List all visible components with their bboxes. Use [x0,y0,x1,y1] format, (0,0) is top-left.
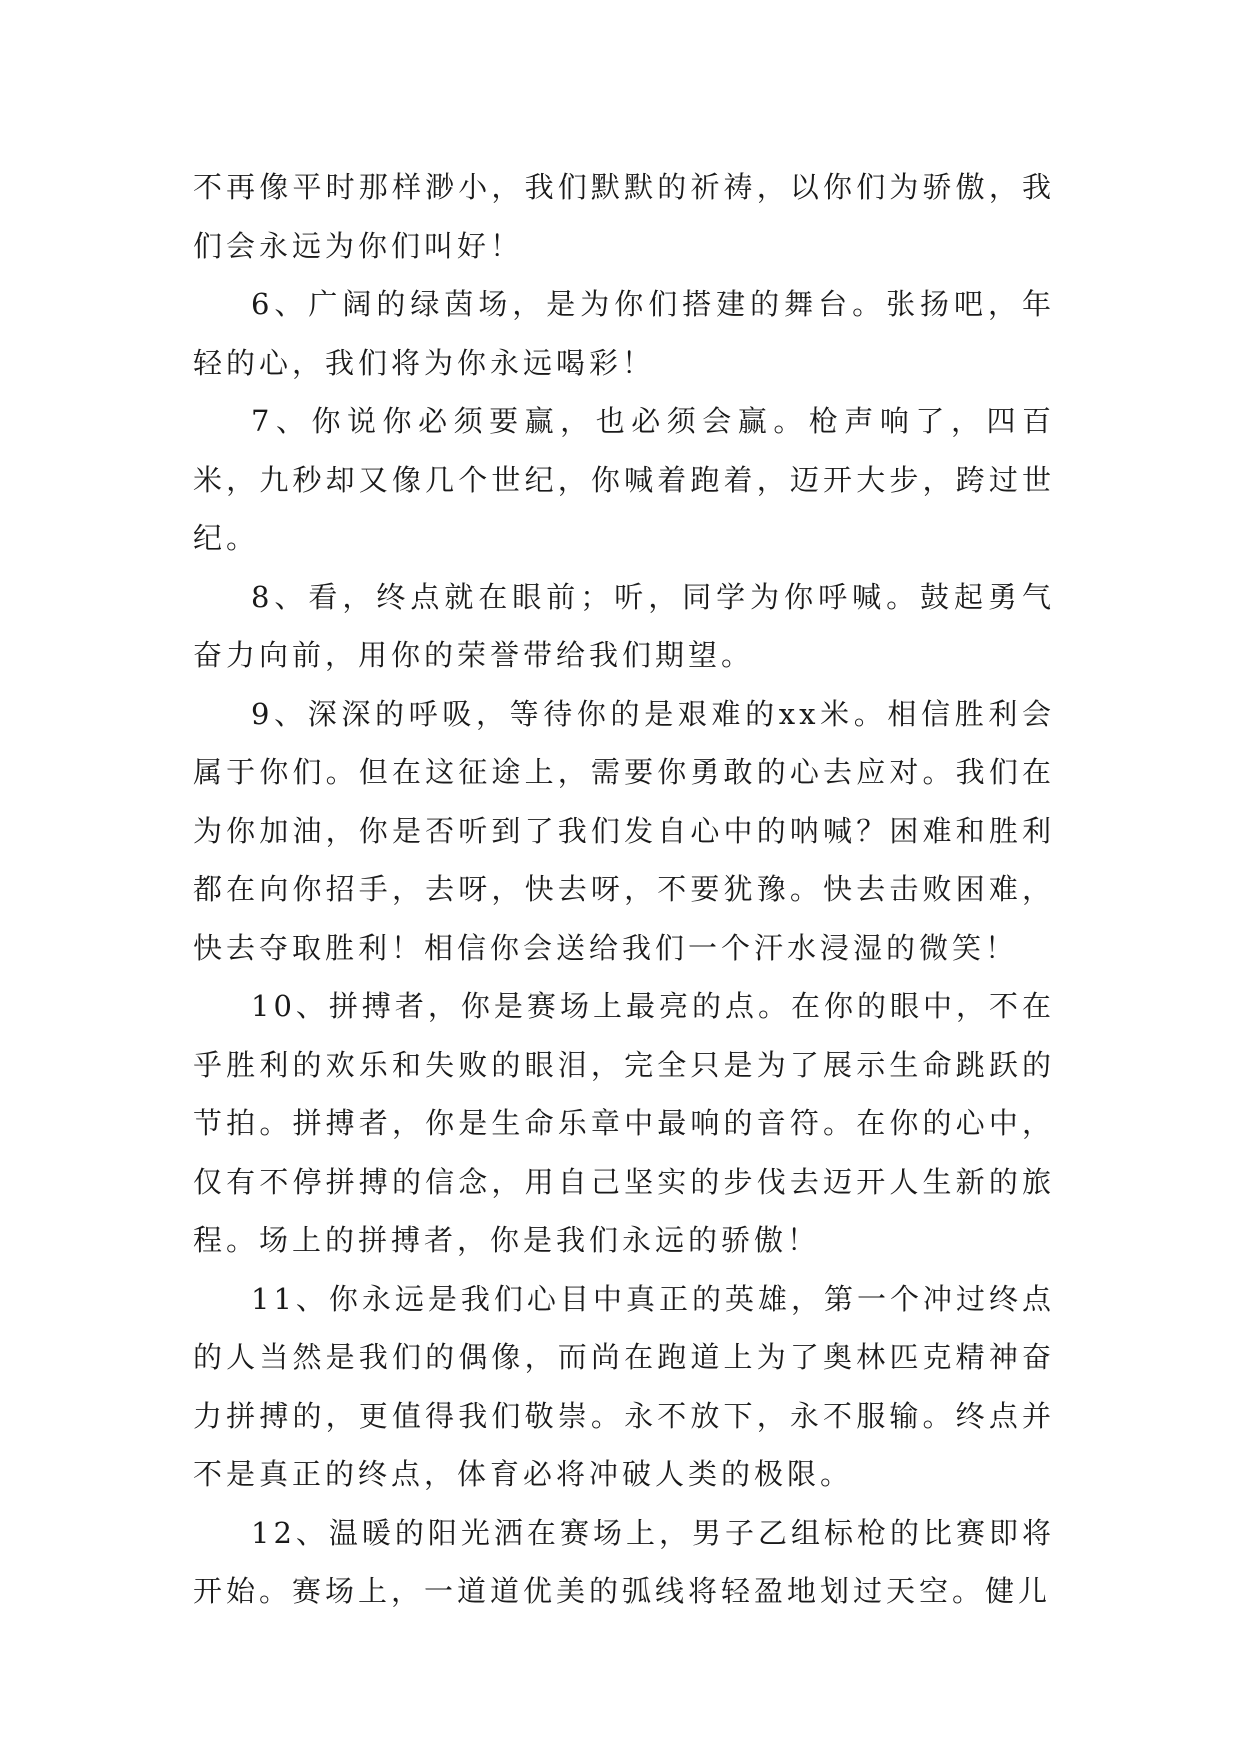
paragraph-9: 9、深深的呼吸，等待你的是艰难的xx米。相信胜利会属于你们。但在这征途上，需要你勇敢的心去应对。我们在为你加油，你是否听到了我们发自心中的呐喊？困难和胜利都在向你招手，去呀，快去呀，不要犹豫。快去击败困难，快去夺取胜利！相信你会送给我们一个汗水浸湿的微笑！ [193,696,1055,965]
paragraph-continuation: 不再像平时那样渺小，我们默默的祈祷，以你们为骄傲，我们会永远为你们叫好！ [193,170,1055,263]
paragraph-12: 12、温暖的阳光洒在赛场上，男子乙组标枪的比赛即将开始。赛场上，一道道优美的弧线将轻盈地划过天空。健儿 [193,1515,1055,1608]
document-body [193,158,1055,1621]
paragraph-8: 8、看，终点就在眼前；听，同学为你呼喊。鼓起勇气奋力向前，用你的荣誉带给我们期望。 [193,579,1055,672]
paragraph-10: 10、拼搏者，你是赛场上最亮的点。在你的眼中，不在乎胜利的欢乐和失败的眼泪，完全只是为了展示生命跳跃的节拍。拼搏者，你是生命乐章中最响的音符。在你的心中，仅有不停拼搏的信念，用自己坚实的步伐去迈开人生新的旅程。场上的拼搏者，你是我们永远的骄傲！ [193,989,1055,1257]
paragraph-7: 7、你说你必须要赢，也必须会赢。枪声响了，四百米，九秒却又像几个世纪，你喊着跑着，迈开大步，跨过世纪。 [193,404,1055,555]
paragraph-11: 11、你永远是我们心目中真正的英雄，第一个冲过终点的人当然是我们的偶像，而尚在跑道上为了奥林匹克精神奋力拼搏的，更值得我们敬崇。永不放下，永不服输。终点并不是真正的终点，体育必将冲破人类的极限。 [193,1281,1055,1491]
paragraph-6: 6、广阔的绿茵场，是为你们搭建的舞台。张扬吧，年轻的心，我们将为你永远喝彩！ [193,287,1055,380]
